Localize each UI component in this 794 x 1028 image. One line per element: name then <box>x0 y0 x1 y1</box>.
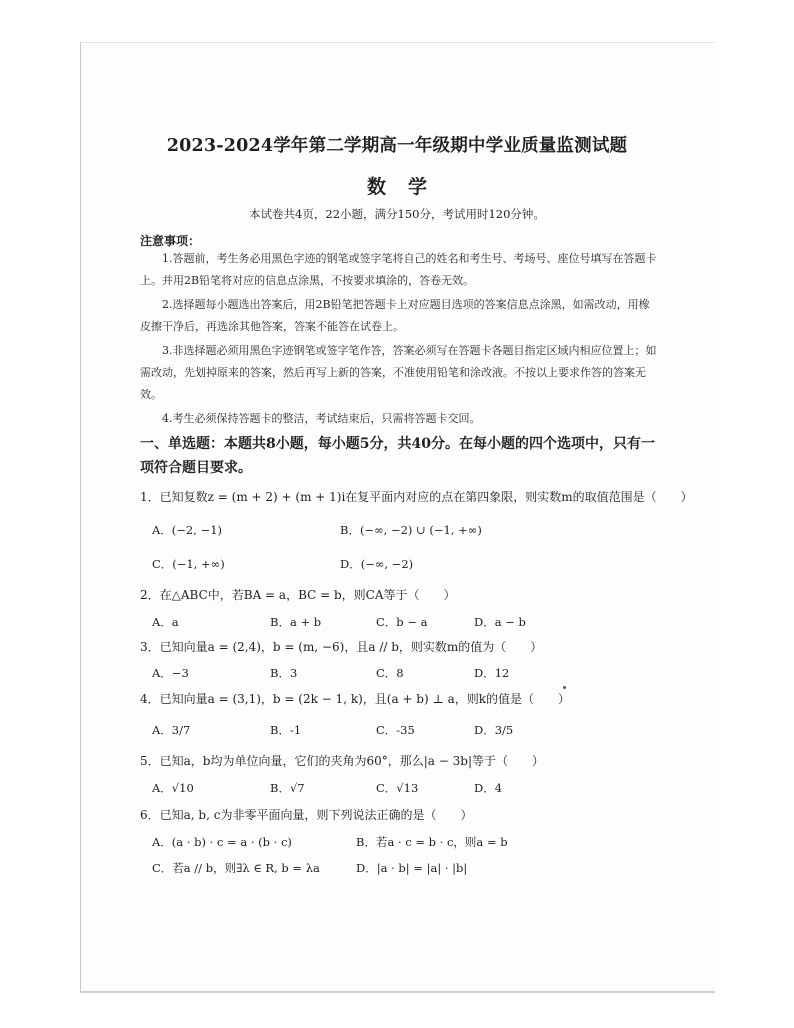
question-1-stem: 1．已知复数z = (m + 2) + (m + 1)i在复平面内对应的点在第四象限，则实数m的取值范围是（ ） <box>140 490 693 504</box>
q3-option-c: C．8 <box>376 666 404 680</box>
speck-mark <box>563 686 566 689</box>
question-5-stem: 5．已知a，b均为单位向量，它们的夹角为60°，那么|a − 3b|等于（ ） <box>140 754 544 768</box>
q3-option-a: A．−3 <box>152 666 189 680</box>
notice-heading: 注意事项： <box>140 234 201 248</box>
q2-option-d: D．a − b <box>474 615 526 629</box>
q6-option-a: A．(a · b) · c = a · (b · c) <box>152 835 292 849</box>
exam-info: 本试卷共4页，22小题，满分150分，考试用时120分钟。 <box>249 207 545 221</box>
notice-item-3: 3.非选择题必须用黑色字迹钢笔或签字笔作答，答案必须写在答题卡各题目指定区域内相应位置上；如需改动，先划掉原来的答案，然后再写上新的答案，不准使用铅笔和涂改液。不按以上要求作答的答案无效。 <box>140 344 657 401</box>
notice-item-2: 2.选择题每小题选出答案后，用2B铅笔把答题卡上对应题目选项的答案信息点涂黑，如需改动，用橡皮擦干净后，再选涂其他答案，答案不能答在试卷上。 <box>140 298 650 333</box>
q2-option-b: B．a + b <box>270 615 322 629</box>
q5-option-c: C．√13 <box>376 781 419 795</box>
q3-option-d: D．12 <box>474 666 510 680</box>
question-6-stem: 6．已知a, b, c为非零平面向量，则下列说法正确的是（ ） <box>140 808 473 822</box>
notice-item-1: 1.答题前，考生务必用黑色字迹的钢笔或签字笔将自己的姓名和考生号、考场号、座位号填写在答题卡上。并用2B铅笔将对应的信息点涂黑，不按要求填涂的，答卷无效。 <box>140 252 657 287</box>
question-3-stem: 3．已知向量a = (2,4)，b = (m, −6)，且a // b，则实数m的值为（ ） <box>140 640 543 654</box>
q1-option-c: C．(−1, +∞) <box>152 557 225 571</box>
q4-option-d: D．3/5 <box>474 723 514 737</box>
q3-option-b: B．3 <box>270 666 298 680</box>
q4-option-a: A．3/7 <box>152 723 191 737</box>
question-4-stem: 4．已知向量a = (3,1)，b = (2k − 1, k)，且(a + b) ⊥ a，则k的值是（ ） <box>140 692 570 706</box>
exam-title: 2023-2024学年第二学期高一年级期中学业质量监测试题 <box>166 136 628 156</box>
q5-option-b: B．√7 <box>270 781 305 795</box>
q5-option-d: D．4 <box>474 781 503 795</box>
q4-option-c: C．-35 <box>376 723 415 737</box>
q6-option-b: B．若a · c = b · c，则a = b <box>356 835 508 849</box>
q2-option-c: C．b − a <box>376 615 428 629</box>
q1-option-a: A．(−2, −1) <box>152 523 222 537</box>
q1-option-d: D．(−∞, −2) <box>340 557 414 571</box>
question-2-stem: 2．在△ABC中，若BA = a，BC = b，则CA等于（ ） <box>140 588 456 602</box>
q6-option-d: D．|a · b| = |a| · |b| <box>356 861 468 875</box>
q1-option-b: B．(−∞, −2) ∪ (−1, +∞) <box>340 523 482 537</box>
notice-item-4: 4.考生必须保持答题卡的整洁，考试结束后，只需将答题卡交回。 <box>162 412 481 425</box>
section-1-heading: 一、单选题：本题共8小题，每小题5分，共40分。在每小题的四个选项中，只有一项符合题目要求。 <box>140 436 655 476</box>
q2-option-a: A．a <box>152 615 179 629</box>
q4-option-b: B．-1 <box>270 723 302 737</box>
exam-subject: 数学 <box>366 176 449 198</box>
q6-option-c: C．若a // b，则∃λ ∈ R, b = λa <box>152 861 320 875</box>
q5-option-a: A．√10 <box>152 781 194 795</box>
